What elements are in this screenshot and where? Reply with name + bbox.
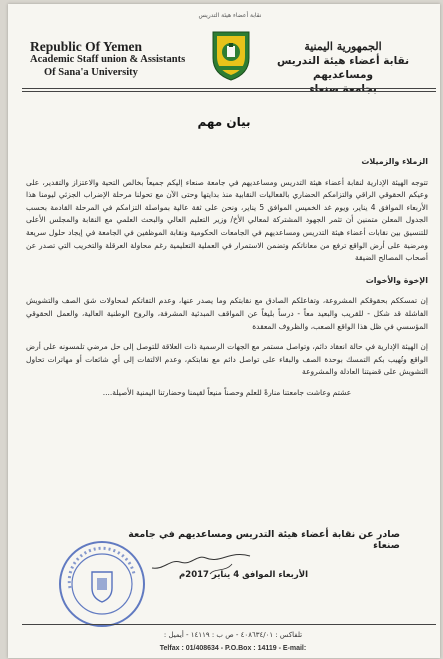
footer-divider bbox=[22, 624, 436, 625]
statement-title: بيان مهم bbox=[197, 115, 251, 129]
header-divider bbox=[22, 88, 436, 89]
signature-icon bbox=[140, 544, 260, 584]
document-page bbox=[8, 4, 440, 658]
heading-brothers-sisters: الإخوة والأخوات bbox=[365, 275, 428, 285]
logo-caption: نقابة أعضاء هيئة التدريس bbox=[198, 12, 262, 19]
issuer-signoff: صادر عن نقابة أعضاء هيئة التدريس ومساعديهم في جامعة صنعاء bbox=[128, 529, 400, 551]
letterhead-union: Academic Staff union & Assistants bbox=[30, 54, 186, 65]
letterhead-union-ar: نقابة أعضاء هيئة التدريس ومساعديهم bbox=[276, 55, 410, 81]
footer-contact-en: Telfax : 01/408634 - P.O.Box : 14119 - E-mail: bbox=[159, 645, 307, 652]
letterhead-university: Of Sana'a University bbox=[44, 67, 138, 78]
paragraph-1: تتوجه الهيئة الإدارية لنقابة أعضاء هيئة التدريس ومساعديهم في جامعة صنعاء إليكم جميعاً بخالص التحية والاعتزاز والتقدير، على وعيكم الحقوقي الراقي والتزامكم الحضاري بالفعاليات النقابية منذ بدايتها وحتى الآن مع تحولنا مرحلة الإضراب الجزئي ليومنا هذا الأربعاء الموافق 4 يناير، ويوم غد الخميس الموافق 5 يناير، ونحن على ثقة عالية بمواصلة التزامكم في المرحلة القادمة بحسب الجدول المعلن متمنين أن تثمر الجهود المشتركة لمعالي الأخ/ وزير التعليم العالي والبحث العلمي مع النقابة والمجلس الأعلى للتنسيق بين نقابات أعضاء هيئة التدريس ومساعديهم في الجامعات الحكومية ونقابة الموظفين في الجامعة في إيجاد حلول سريعة ومرضية على أرض الواقع ترفع من معاناتكم وتضمن الاستمرار في العملية التعليمية رغم محاولة العرقلة والتخريب التي تصدر عن أصحاب المصالح الضيقة bbox=[26, 177, 428, 263]
header-divider-thin bbox=[22, 91, 436, 92]
statement-body bbox=[26, 154, 428, 400]
paragraph-3: إن الهيئة الإدارية في حالة انعقاد دائم، وتواصل مستمر مع الجهات الرسمية ذات العلاقة للتوصل إلى حل مرضي تلمسونه على أرض الواقع وتُهيب بكم التمسك بوحدة الصف والبقاء على تواصل دائم مع نقابتكم، وعدم الالتفات إلى أي شائعات أو مهاترات تحاول التشويش على قضيتنا العادلة والمشروعة bbox=[26, 342, 428, 377]
official-stamp-icon bbox=[56, 538, 148, 630]
closing-line: عشتم وعاشت جامعتنا منارةً للعلم وحصناً منيعاً لقيمنا وحضارتنا اليمنية الأصيلة.... bbox=[102, 387, 352, 397]
issue-date: الأربعاء الموافق 4 يناير 2017م bbox=[179, 570, 308, 580]
footer-contact-ar: تلفاكس : ٤٠٨٦٣٤/٠١ - ص ب : ١٤١١٩ - أيميل : bbox=[163, 631, 303, 639]
union-logo-icon bbox=[209, 28, 253, 82]
letterhead-republic-ar: الجمهورية اليمنية bbox=[304, 40, 382, 53]
paragraph-2: إن تمسككم بحقوقكم المشروعة، وتفاعلكم الصادق مع نقابتكم وما يصدر عنها، وعدم التفاتكم لمحاولات شق الصف والتشويش الفاشلة قد شكل - للقريب والبعيد معاً - درساً بليغاً عن المواقف المبدئية المشرفة، والروح الوطنية العالية، والعمل الحقوقي المؤسسي في ظل هذا الواقع الصعب، والظروف المعقدة bbox=[26, 296, 428, 331]
salutation: الزملاء والزميلات bbox=[361, 157, 428, 166]
letterhead-university-ar: بجامعة صنعاء bbox=[309, 83, 377, 95]
english-letterhead bbox=[30, 40, 190, 79]
letterhead-country: Republic Of Yemen bbox=[30, 39, 142, 54]
